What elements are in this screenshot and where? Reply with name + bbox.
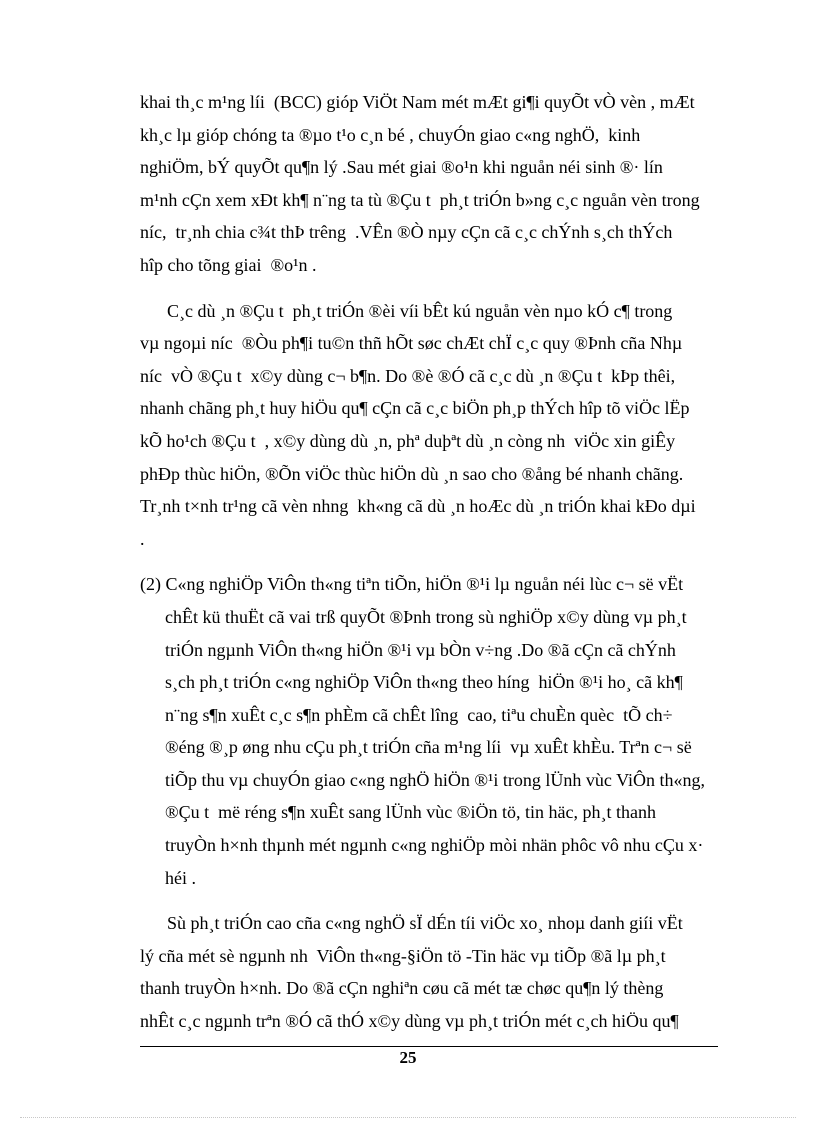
text-line: nghiÖm, bÝ quyÕt qu¶n lý .Sau mét giai ®o¹n khi nguån néi sinh ®· lín [140,157,663,178]
text-line: . [140,528,145,549]
text-line: s¸ch ph¸t triÓn c«ng nghiÖp ViÔn th«ng theo híng hiÖn ®¹i ho¸ cã kh¶ [165,672,683,693]
text-line: C¸c dù ¸n ®Çu t ph¸t triÓn ®èi víi bÊt kú nguån vèn nµo kÓ c¶ trong [140,300,673,321]
text-line [140,568,740,601]
paragraph-2 [140,295,740,556]
text-line: níc, tr¸nh chia c¾t thÞ trêng .VÊn ®Ò nµy cÇn cã c¸c chÝnh s¸ch thÝch [140,222,673,243]
text-line: thanh truyÒn h×nh. Do ®ã cÇn nghiªn cøu cã mét tæ chøc qu¶n lý thèng [140,978,664,999]
text-line: phÐp thùc hiÖn, ®Õn viÖc thùc hiÖn dù ¸n sao cho ®ång bé nhanh chãng. [140,463,684,484]
text-line: héi . [165,867,196,888]
text-line: nhanh chãng ph¸t huy hiÖu qu¶ cÇn cã c¸c biÖn ph¸p thÝch hîp tõ viÖc lËp [140,398,690,419]
text-line: kh¸c lµ gióp chóng ta ®µo t¹o c¸n bé , chuyÓn giao c«ng nghÖ, kinh [140,124,641,145]
page-bottom-border [20,1117,796,1118]
text-line: vµ ngoµi níc ®Òu ph¶i tu©n thñ hÕt søc chÆt chÏ c¸c quy ®Þnh cña Nhµ [140,333,683,354]
text-line: hîp cho tõng giai ®o¹n . [140,254,317,275]
text-line: khai th¸c m¹ng líi (BCC) gióp ViÖt Nam mét mÆt gi¶i quyÕt vÒ vèn , mÆt [140,92,695,112]
text-line: Tr¸nh t×nh tr¹ng cã vèn nhng kh«ng cã dù ¸n hoÆc dù ¸n triÓn khai kÐo dµi [140,496,696,517]
text-line: truyÒn h×nh thµnh mét ngµnh c«ng nghiÖp mòi nhän phôc vô nhu cÇu x· [165,835,704,856]
paragraph-1 [140,86,740,282]
text-line: kÕ ho¹ch ®Çu t , x©y dùng dù ¸n, phª duþªt dù ¸n còng nh viÖc xin giÊy [140,430,676,451]
text-line: lý cña mét sè ngµnh nh ViÔn th«ng-§iÖn tö -Tin häc vµ tiÕp ®ã lµ ph¸t [140,945,666,966]
text-line: Sù ph¸t triÓn cao cña c«ng nghÖ sÏ dÉn tíi viÖc xo¸ nhoµ danh giíi vËt [140,913,683,934]
text-line-content: C«ng nghiÖp ViÔn th«ng tiªn tiÕn, hiÖn ®¹i lµ nguån néi lùc c¬ së vËt [165,574,684,595]
text-line: chÊt kü thuËt cã vai trß quyÕt ®Þnh trong sù nghiÖp x©y dùng vµ ph¸t [165,606,687,627]
text-line: n¨ng s¶n xuÊt c¸c s¶n phÈm cã chÊt lîng cao, tiªu chuÈn quèc tÕ ch÷ [165,704,673,725]
document-body [140,86,740,1038]
footer-divider [140,1046,718,1047]
page-number: 25 [399,1048,417,1067]
text-line: triÓn ngµnh ViÔn th«ng hiÖn ®¹i vµ bÒn v÷ng .Do ®ã cÇn cã chÝnh [165,639,676,660]
list-item-2 [140,568,740,894]
paragraph-4 [140,907,740,1037]
text-line: ®éng ®¸p øng nhu cÇu ph¸t triÓn cña m¹ng líi vµ xuÊt khÈu. Trªn c¬ së [165,737,692,758]
text-line: m¹nh cÇn xem xÐt kh¶ n¨ng ta tù ®Çu t ph¸t triÓn b»ng c¸c nguån vèn trong [140,189,700,210]
text-line: tiÕp thu vµ chuyÓn giao c«ng nghÖ hiÖn ®¹i trong lÜnh vùc ViÔn th«ng, [165,769,705,790]
text-line: ®Çu t më réng s¶n xuÊt sang lÜnh vùc ®iÖn tö, tin häc, ph¸t thanh [165,802,656,823]
text-line: níc vÒ ®Çu t x©y dùng c¬ b¶n. Do ®è ®Ó cã c¸c dù ¸n ®Çu t kÞp thêi, [140,365,676,386]
text-line: nhÊt c¸c ngµnh trªn ®Ó cã thÓ x©y dùng vµ ph¸t triÓn mét c¸ch hiÖu qu¶ [140,1011,679,1032]
list-marker: (2) [140,574,161,595]
